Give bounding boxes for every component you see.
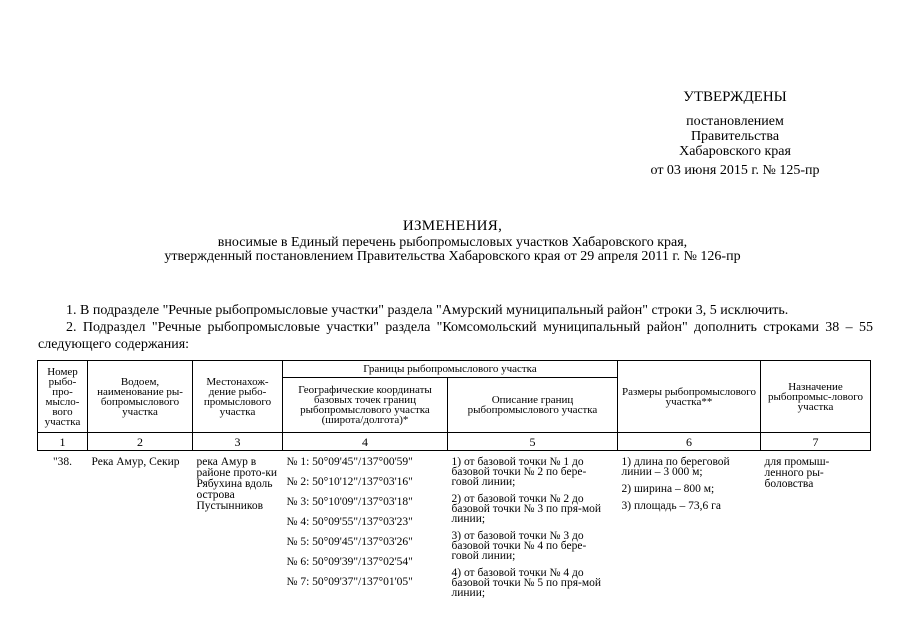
subtitle-line-1: вносимые в Единый перечень рыбопромысловых участков Хабаровского края, (217, 235, 688, 250)
header-number: Номер рыбо-про-мысло-вого участка (38, 361, 88, 433)
coord-item: № 5: 50°09'45"/137°03'26" (286, 536, 413, 548)
border-desc-item: 2) от базовой точки № 2 до базовой точки № 3 по пря-мой линии; (451, 493, 601, 525)
document-body (38, 302, 873, 353)
header-coords: Географические координаты базовых точек границ рыбопромыслового участка (широта/долгота)* (283, 378, 448, 433)
approved-line-1: постановлением (686, 114, 784, 129)
column-number-1: 1 (38, 433, 88, 451)
document-title: ИЗМЕНЕНИЯ, (402, 218, 503, 234)
row-waterbody: Река Амур, Секир (91, 456, 180, 468)
column-number-3: 3 (193, 433, 283, 451)
fishing-areas-table (37, 360, 871, 605)
coord-item: № 7: 50°09'37"/137°01'05" (286, 576, 413, 588)
size-item: 1) длина по береговой линии – 3 000 м; (621, 456, 730, 478)
row-coords (283, 451, 448, 606)
subtitle-line-2: утвержденный постановлением Правительства Хабаровского края от 29 апреля 2011 г. № 126-пр (164, 249, 741, 264)
column-number-5: 5 (448, 433, 618, 451)
approved-line-3: Хабаровского края (679, 144, 791, 159)
coord-item: № 4: 50°09'55"/137°03'23" (286, 516, 413, 528)
header-location: Местонахож-дение рыбо-промыслового участка (193, 361, 283, 433)
document-subtitle (0, 236, 905, 264)
approved-heading: УТВЕРЖДЕНЫ (683, 89, 787, 105)
header-borders: Границы рыбопромыслового участка (283, 361, 618, 378)
border-desc-item: 4) от базовой точки № 4 до базовой точки № 5 по пря-мой линии; (451, 567, 601, 599)
row-border-desc (448, 451, 618, 606)
row-location: река Амур в районе прото-ки Рябухина вдоль острова Пустынников (196, 456, 278, 512)
size-item: 3) площадь – 73,6 га (621, 500, 721, 512)
approved-line-2: Правительства (690, 129, 780, 144)
header-size: Размеры рыбопромыслового участка** (618, 361, 761, 433)
coord-item: № 3: 50°10'09"/137°03'18" (286, 496, 413, 508)
size-item: 2) ширина – 800 м; (621, 483, 715, 495)
header-border-desc: Описание границ рыбопромыслового участка (448, 378, 618, 433)
paragraph-1: 1. В подразделе "Речные рыбопромысловые участки" раздела "Амурский муниципальный район" строки 3, 5 исключить. (66, 303, 789, 318)
approval-block (615, 90, 855, 178)
row-size (618, 451, 761, 606)
coord-item: № 1: 50°09'45"/137°00'59" (286, 456, 413, 468)
column-number-7: 7 (761, 433, 871, 451)
coord-item: № 6: 50°09'39"/137°02'54" (286, 556, 413, 568)
row-number: "38. (52, 456, 73, 468)
border-desc-item: 3) от базовой точки № 3 до базовой точки № 4 по бере-говой линии; (451, 530, 587, 562)
approved-date: от 03 июня 2015 г. № 125-пр (650, 163, 820, 178)
column-number-2: 2 (88, 433, 193, 451)
column-number-6: 6 (618, 433, 761, 451)
coord-item: № 2: 50°10'12"/137°03'16" (286, 476, 413, 488)
header-purpose: Назначение рыбопромыс-лового участка (761, 361, 871, 433)
border-desc-item: 1) от базовой точки № 1 до базовой точки № 2 по бере-говой линии; (451, 456, 587, 488)
table-row (38, 451, 871, 606)
paragraph-2: 2. Подраздел "Речные рыбопромысловые участки" раздела "Комсомольский муниципальный район" дополнить строками 38 – 55 следующего содержания: (38, 320, 873, 352)
column-number-4: 4 (283, 433, 448, 451)
row-purpose: для промыш-ленного ры-боловства (764, 456, 830, 490)
header-waterbody: Водоем, наименование ры-бопромыслового участка (88, 361, 193, 433)
